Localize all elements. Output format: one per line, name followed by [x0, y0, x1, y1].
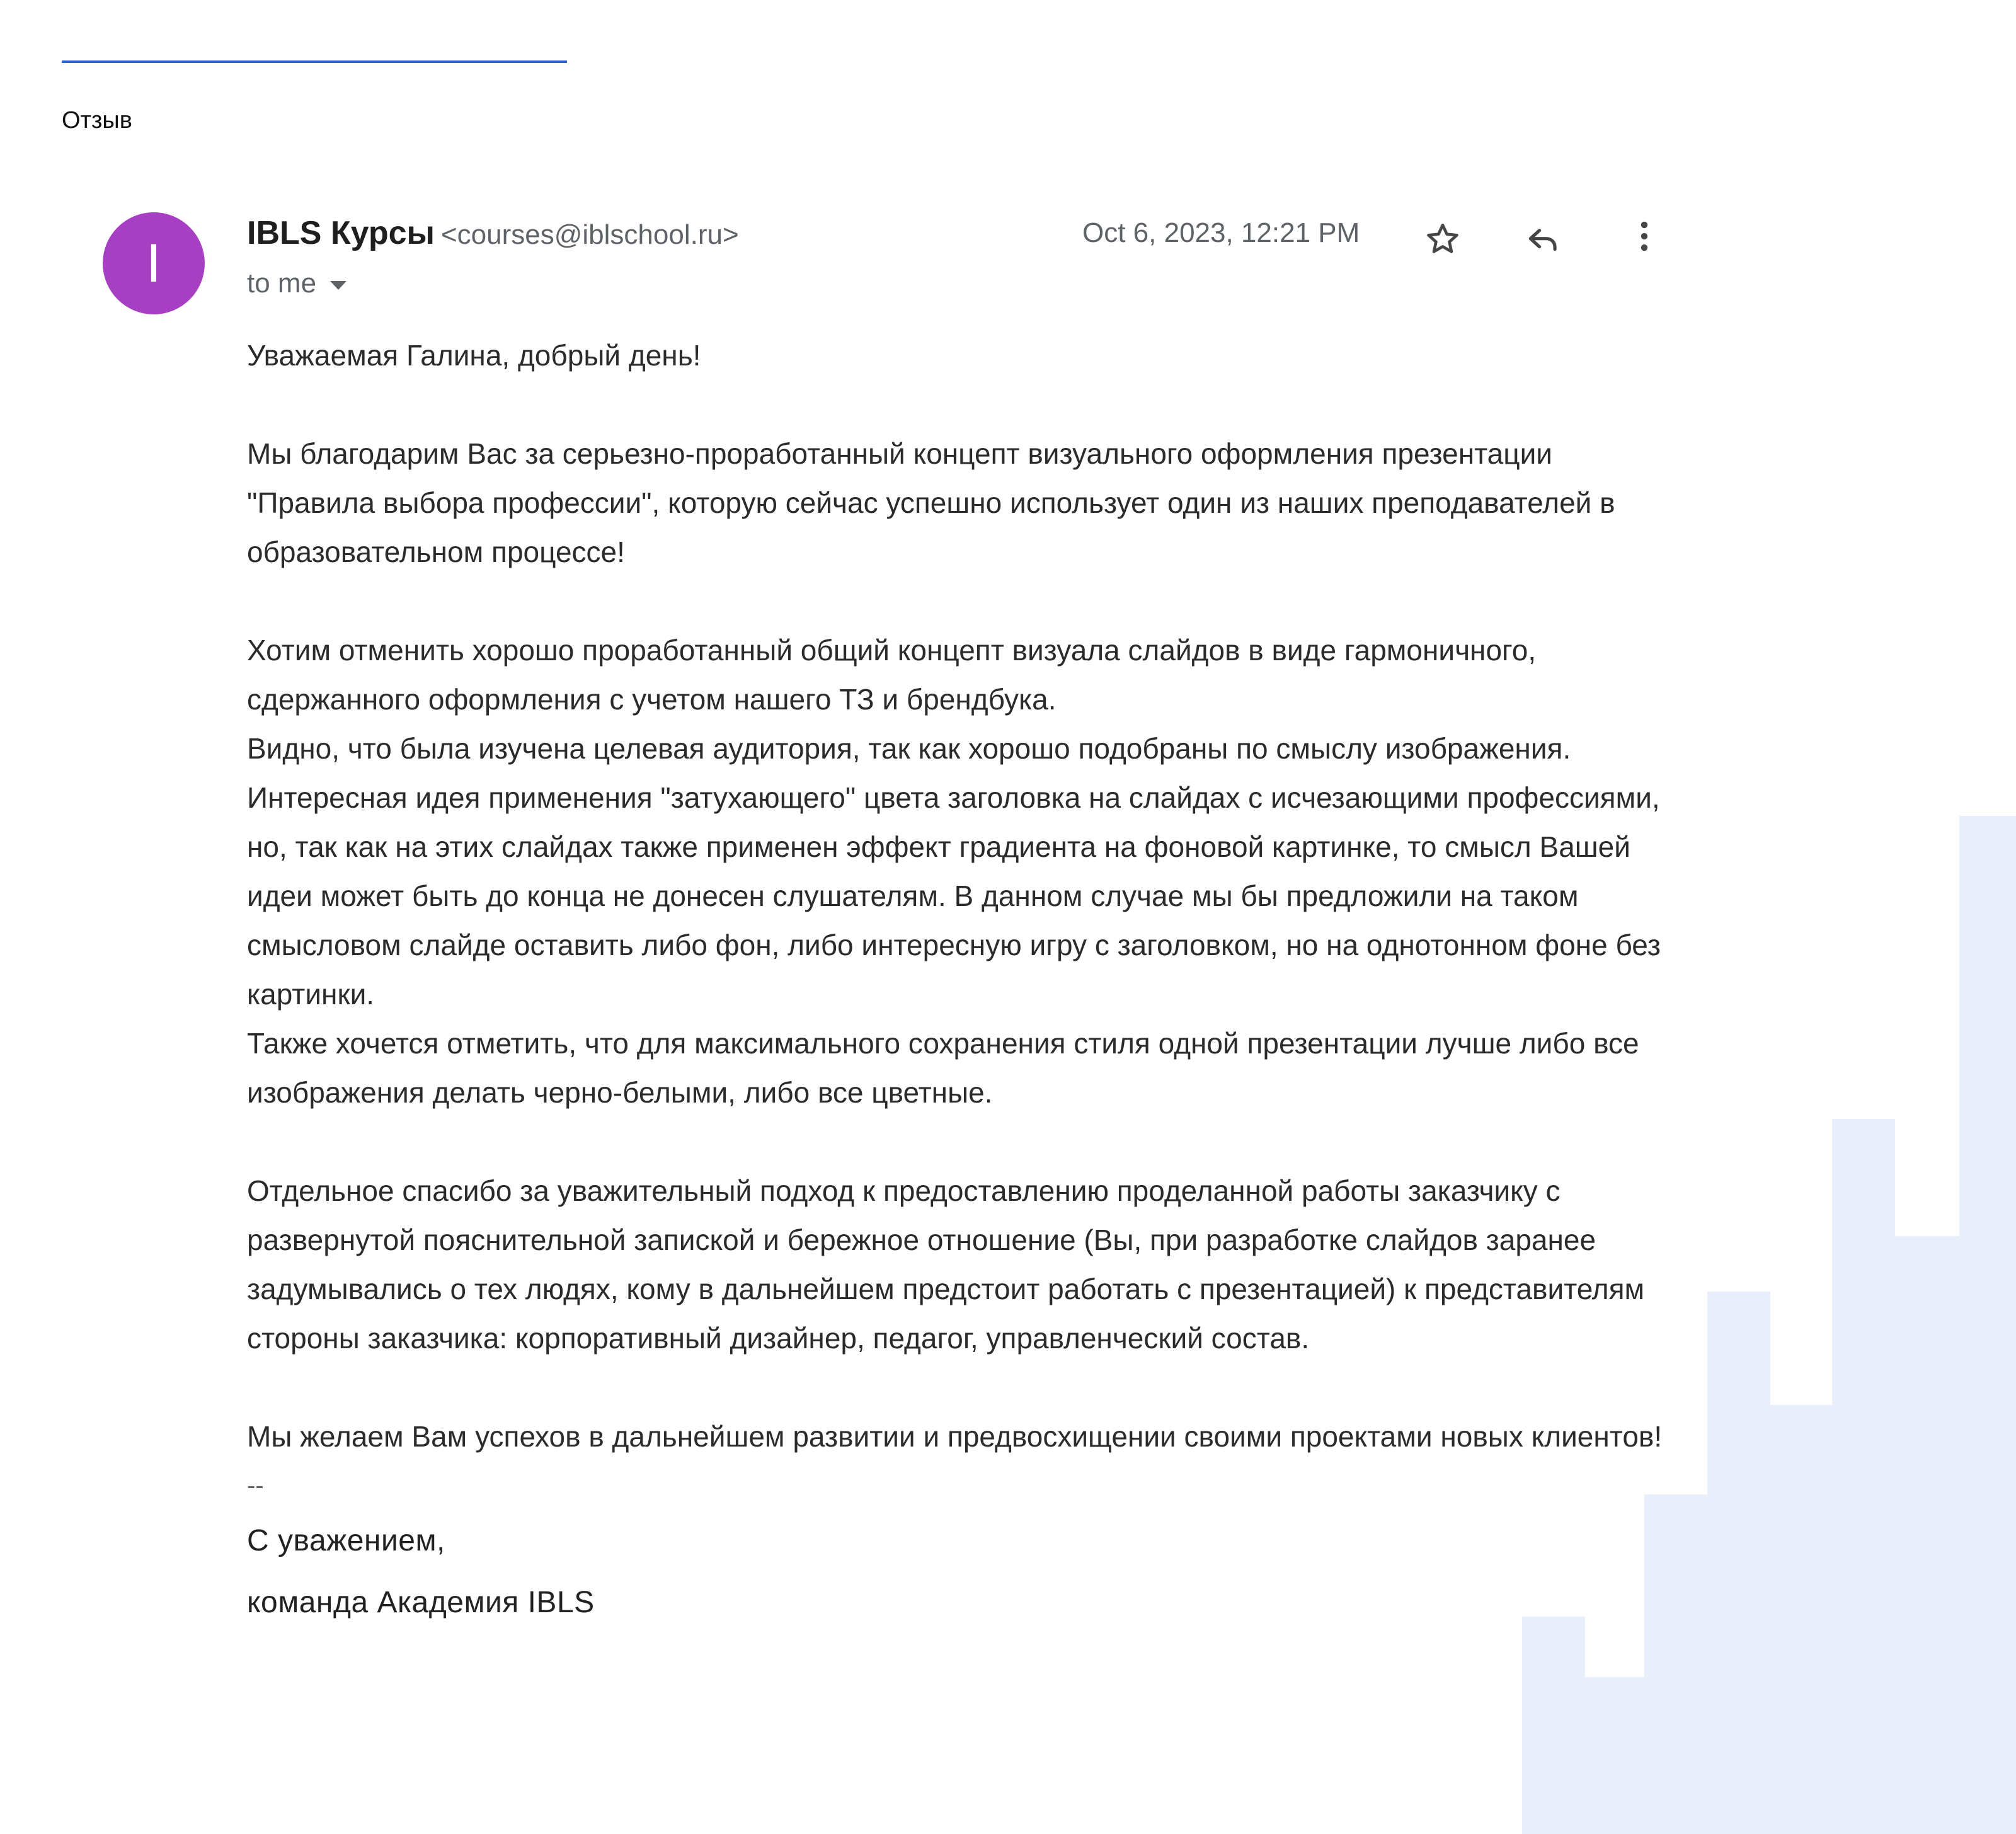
star-button[interactable] — [1418, 214, 1468, 265]
signature-separator: -- — [247, 1472, 264, 1499]
sender-line — [247, 214, 739, 252]
recipient-label: to me — [247, 268, 317, 299]
signature-line-1: С уважением, — [247, 1524, 445, 1557]
email-paragraph-2-line-4: Также хочется отметить, что для максимального сохранения стиля одной презентации лучше либо все изображения делать черно-белыми, либо все цветные. — [247, 1027, 1639, 1109]
email-paragraph-2-line-1: Хотим отменить хорошо проработанный общий концепт визуала слайдов в виде гармоничного, сдержанного оформления с учетом нашего ТЗ и брендбука. — [247, 634, 1537, 716]
reply-icon — [1524, 220, 1563, 259]
chevron-down-icon[interactable] — [330, 281, 346, 290]
email-body — [247, 331, 1677, 1634]
email-paragraph-4: Мы желаем Вам успехов в дальнейшем развитии и предвосхищении своими проектами новых клиентов! — [247, 1420, 1663, 1453]
top-divider — [62, 60, 567, 63]
more-options-button[interactable] — [1619, 211, 1670, 261]
email-paragraph-1: Мы благодарим Вас за серьезно-проработанный концепт визуального оформления презентации "Правила выбора профессии", которую сейчас успешно использует один из наших преподавателей в образовательном процессе! — [247, 437, 1615, 568]
email-paragraph-2-line-2: Видно, что была изучена целевая аудитория, так как хорошо подобраны по смыслу изображения. — [247, 732, 1571, 765]
email-paragraph-2-line-3: Интересная идея применения "затухающего" цвета заголовка на слайдах с исчезающими профессиями, но, так как на этих слайдах также применен эффект градиента на фоновой картинке, то смысл Вашей идеи может быть до конца не донесен слушателям. В данном случае мы бы предложили на таком смысловом слайде оставить либо фон, либо интересную игру с заголовком, но на однотонном фоне без картинки. — [247, 781, 1661, 1011]
sender-avatar[interactable] — [103, 212, 205, 314]
more-vert-icon — [1625, 217, 1664, 256]
email-greeting: Уважаемая Галина, добрый день! — [247, 339, 701, 372]
avatar-letter: I — [146, 232, 161, 294]
reply-button[interactable] — [1518, 214, 1569, 265]
sender-email[interactable]: <courses@iblschool.ru> — [440, 219, 739, 250]
signature-line-2: команда Академия IBLS — [247, 1586, 595, 1619]
email-paragraph-3: Отдельное спасибо за уважительный подход к предоставлению проделанной работы заказчику с развернутой пояснительной запиской и бережное отношение (Вы, при разработке слайдов заранее задумывались о тех людях, кому в дальнейшем предстоит работать с презентацией) к представителям стороны заказчика: корпоративный дизайнер, педагог, управленческий состав. — [247, 1174, 1645, 1355]
recipient-details-toggle[interactable] — [247, 268, 346, 299]
star-icon — [1423, 220, 1462, 259]
document-title: Отзыв — [62, 107, 132, 134]
email-date: Oct 6, 2023, 12:21 PM — [1082, 217, 1360, 248]
sender-name[interactable]: IBLS Курсы — [247, 215, 435, 251]
